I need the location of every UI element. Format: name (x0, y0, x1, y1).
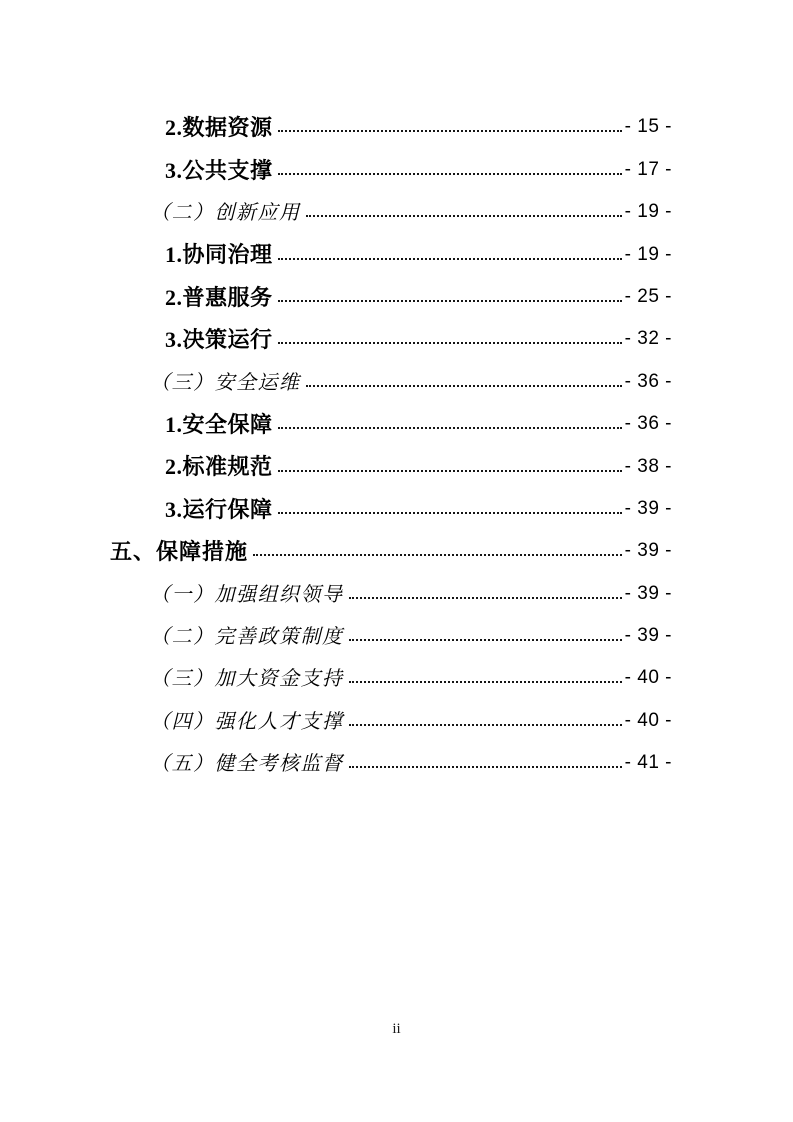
toc-entry-page-number: - 17 - (624, 158, 672, 180)
toc-entry-label: （二）完善政策制度 (150, 626, 344, 649)
toc-entry-12[interactable] (110, 563, 672, 605)
dot-leader (349, 766, 622, 768)
toc-entry-label: （三）加大资金支持 (150, 668, 344, 691)
toc-entry-4[interactable] (110, 224, 672, 266)
toc-entry-page-number: - 39 - (624, 582, 672, 604)
dot-leader (278, 470, 622, 472)
toc-entry-label: （一）加强组织领导 (150, 583, 344, 606)
dot-leader (349, 681, 622, 683)
dot-leader (278, 300, 622, 302)
toc-entry-page-number: - 32 - (624, 328, 672, 350)
toc-entry-10[interactable] (110, 479, 672, 521)
toc-entry-page-number: - 39 - (624, 497, 672, 519)
toc-entry-15[interactable] (110, 690, 672, 732)
dot-leader (306, 215, 622, 217)
toc-entry-11[interactable] (110, 521, 672, 563)
toc-entry-label: 2.普惠服务 (165, 284, 273, 310)
dot-leader (349, 597, 622, 599)
toc-entry-label: 3.运行保障 (165, 496, 273, 522)
dot-leader (278, 130, 622, 132)
toc-entry-label: 1.安全保障 (165, 412, 273, 438)
toc-entry-page-number: - 40 - (624, 709, 672, 731)
dot-leader (278, 258, 622, 260)
toc-entry-label: 3.公共支撑 (165, 157, 273, 183)
dot-leader (349, 724, 622, 726)
toc-entry-page-number: - 25 - (624, 285, 672, 307)
toc-entry-page-number: - 38 - (624, 455, 672, 477)
toc-entry-8[interactable] (110, 394, 672, 436)
toc-entry-label: 2.标准规范 (165, 454, 273, 480)
toc-entry-page-number: - 36 - (624, 413, 672, 435)
toc-entry-3[interactable] (110, 182, 672, 224)
toc-entry-9[interactable] (110, 436, 672, 478)
dot-leader (349, 639, 622, 641)
toc-entry-label: （二）创新应用 (150, 202, 301, 225)
toc-entry-6[interactable] (110, 309, 672, 351)
dot-leader (278, 342, 622, 344)
toc-entry-13[interactable] (110, 606, 672, 648)
toc-entry-label: 3.决策运行 (165, 327, 273, 353)
toc-entry-page-number: - 39 - (624, 540, 672, 562)
toc-entry-page-number: - 19 - (624, 243, 672, 265)
dot-leader (278, 427, 622, 429)
toc-entry-label: （五）健全考核监督 (150, 753, 344, 776)
footer-page-number: ii (392, 1021, 401, 1037)
toc-entry-label: 2.数据资源 (165, 115, 273, 141)
toc-entry-label: 1.协同治理 (165, 242, 273, 268)
dot-leader (253, 554, 622, 556)
toc-entry-page-number: - 40 - (624, 667, 672, 689)
toc-entry-label: 五、保障措施 (110, 539, 249, 565)
page-footer (0, 1021, 793, 1038)
toc-entry-16[interactable] (110, 733, 672, 775)
table-of-contents (110, 97, 672, 775)
dot-leader (278, 512, 622, 514)
toc-entry-page-number: - 36 - (624, 370, 672, 392)
dot-leader (306, 385, 622, 387)
toc-entry-page-number: - 41 - (624, 752, 672, 774)
toc-entry-5[interactable] (110, 267, 672, 309)
toc-entry-2[interactable] (110, 139, 672, 181)
dot-leader (278, 173, 622, 175)
toc-entry-page-number: - 19 - (624, 201, 672, 223)
toc-entry-1[interactable] (110, 97, 672, 139)
toc-entry-label: （三）安全运维 (150, 371, 301, 394)
toc-entry-page-number: - 39 - (624, 625, 672, 647)
toc-entry-14[interactable] (110, 648, 672, 690)
toc-entry-page-number: - 15 - (624, 116, 672, 138)
toc-entry-label: （四）强化人才支撑 (150, 710, 344, 733)
toc-entry-7[interactable] (110, 351, 672, 393)
